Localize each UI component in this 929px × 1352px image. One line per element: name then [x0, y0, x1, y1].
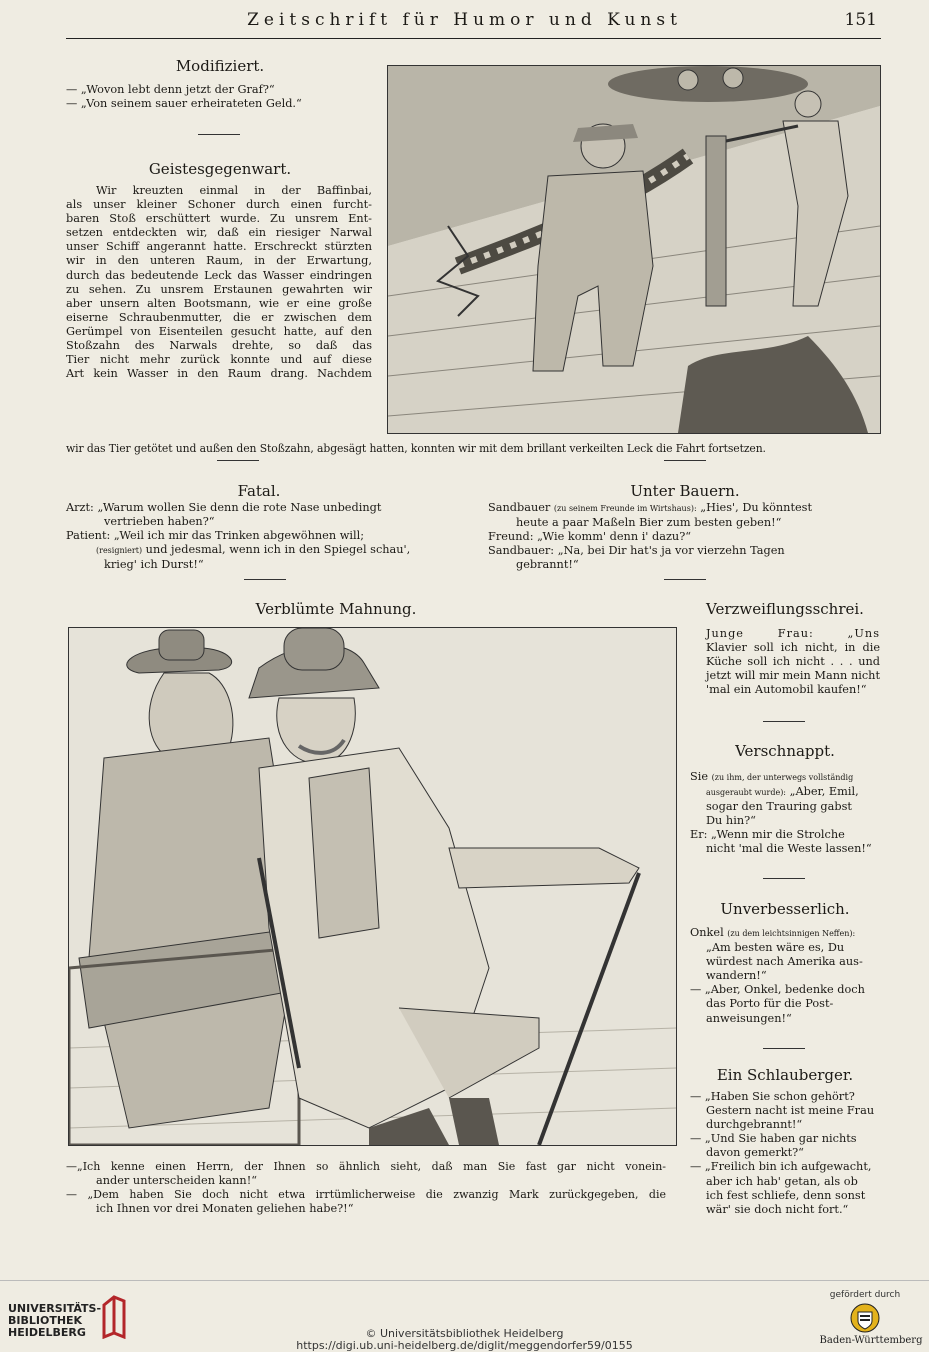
- verschnappt-text: [690, 770, 880, 857]
- section-title-verbluemte-mahnung: Verblümte Mahnung.: [255, 600, 417, 618]
- dialogue-text: gebrannt!“: [516, 558, 579, 572]
- state-name: Baden-Württemberg: [819, 1335, 923, 1346]
- modifiziert-line-2: — „Von seinem sauer erheirateten Geld.“: [66, 97, 302, 110]
- dialogue-text: heute a paar Maßeln Bier zum besten geben!“: [516, 516, 782, 530]
- section-title-verzweiflungsschrei: Verzweiflungsschrei.: [706, 600, 864, 618]
- header-rule: [66, 38, 881, 39]
- dialogue-text: krieg' ich Durst!“: [104, 558, 204, 572]
- section-title-verschnappt: Verschnappt.: [735, 742, 835, 760]
- separator: [217, 460, 259, 461]
- text-line: unser Schiff angerannt hatte. Erschreckt stürzten: [66, 240, 372, 254]
- unter-bauern-text: [488, 501, 884, 572]
- text-line: Wir kreuzten einmal in der Baffinbai,: [96, 184, 372, 197]
- separator: [763, 878, 805, 879]
- text-line: Stoßzahn des Narwals drehte, so daß das: [66, 339, 372, 353]
- text-line: aber unsern alten Bootsmann, wie er eine große: [66, 296, 372, 310]
- coat-of-arms-icon: [850, 1303, 880, 1333]
- text-line: setzen entdeckten wir, daß ein riesiger Narwal: [66, 226, 372, 240]
- text-line: — „Dem haben Sie doch nicht etwa irrtümlicherweise die zwanzig Mark zurückgegeben, die: [66, 1188, 666, 1202]
- stage-note: (resigniert): [96, 546, 143, 556]
- separator: [664, 460, 706, 461]
- fatal-text: [66, 501, 466, 572]
- speaker-label: Arzt:: [66, 501, 94, 514]
- text-line: Art kein Wasser in den Raum drang. Nachdem: [66, 367, 372, 381]
- text-line: ander unterscheiden kann!“: [96, 1174, 258, 1188]
- text-line: Gerümpel von Eisenteilen gesucht hatte, auf den: [66, 324, 372, 338]
- illustration-narwhal: [387, 65, 881, 434]
- illustration-two-gentlemen: [68, 627, 677, 1146]
- dialogue-text: Du hin?“: [706, 814, 756, 828]
- logo-line: HEIDELBERG: [8, 1326, 86, 1339]
- separator: [198, 134, 240, 135]
- geistesgegenwart-text: [66, 184, 372, 381]
- section-title-unverbesserlich: Unverbesserlich.: [720, 900, 850, 918]
- text-line: davon gemerkt?“: [706, 1146, 804, 1160]
- text-line: —„Ich kenne einen Herrn, der Ihnen so ähnlich sieht, daß man Sie fast gar nicht vonein-: [66, 1160, 666, 1173]
- separator: [763, 1048, 805, 1049]
- speaker-label: Patient:: [66, 529, 111, 543]
- journal-title: Zeitschrift für Humor und Kunst: [247, 10, 682, 30]
- section-title-geistesgegenwart: Geistesgegenwart.: [148, 160, 292, 178]
- text-line: ich Ihnen vor drei Monaten geliehen habe?!“: [96, 1202, 354, 1216]
- geistesgegenwart-last-line: wir das Tier getötet und außen den Stoßzahn, abgesägt hatten, konnten wir mit dem brillant verkeilten Leck die Fahrt fortsetzen.: [66, 442, 766, 455]
- dialogue-text: „Aber, Emil,: [789, 785, 859, 799]
- text-line: das Porto für die Post-: [706, 997, 834, 1011]
- schlauberger-text: [690, 1090, 880, 1217]
- text-line: eiserne Schraubenmutter, die er zwischen dem: [66, 310, 372, 324]
- text-line: durchgebrannt!“: [706, 1118, 803, 1132]
- section-title-schlauberger: Ein Schlauberger.: [716, 1066, 854, 1084]
- text-line: — „Haben Sie schon gehört?: [690, 1090, 855, 1103]
- text-line: Küche soll ich nicht . . . und: [706, 655, 880, 669]
- text-line: ich fest schliefe, denn sonst: [706, 1188, 866, 1202]
- text-line: wandern!“: [706, 969, 767, 983]
- text-line: zu sehen. Zu unsrem Erstaunen gewahrten wir: [66, 282, 372, 296]
- copyright-text: © Universitätsbibliothek Heidelberg: [365, 1327, 564, 1340]
- dialogue-text: „Hies', Du könntest: [700, 501, 813, 514]
- section-title-modifiziert: Modifiziert.: [175, 57, 265, 75]
- text-line: Klavier soll ich nicht, in die: [706, 641, 880, 655]
- section-title-fatal: Fatal.: [237, 482, 281, 500]
- text-line: wir in den unteren Raum, in der Erwartung,: [66, 254, 372, 268]
- stage-note: (zu seinem Freunde im Wirtshaus):: [553, 504, 697, 513]
- dialogue-text: „Warum wollen Sie denn die rote Nase unbedingt: [97, 501, 382, 514]
- text-line: durch das bedeutende Leck das Wasser eindringen: [66, 268, 372, 282]
- text-line: als unser kleiner Schoner durch einen furcht-: [66, 198, 372, 212]
- text-line: anweisungen!“: [706, 1011, 792, 1025]
- speaker-label: Sandbauer:: [488, 544, 555, 558]
- text-line: aber ich hab' getan, als ob: [706, 1174, 858, 1188]
- speaker-label: Freund:: [488, 530, 534, 544]
- logo-line: BIBLIOTHEK: [8, 1314, 83, 1327]
- funded-by-label: gefördert durch: [829, 1290, 901, 1300]
- footer-rule: [0, 1280, 929, 1281]
- text-line: wär' sie doch nicht fort.“: [706, 1202, 849, 1216]
- page-number: 151: [844, 10, 877, 30]
- text-line: Tier nicht mehr zurück konnte und auf diese: [66, 353, 372, 367]
- text-line: baren Stoß erschüttert wurde. Zu unsrem Ent-: [66, 212, 372, 226]
- dialogue-text: vertrieben haben?“: [104, 515, 215, 529]
- text-line: „Am besten wäre es, Du: [706, 941, 845, 955]
- permalink-url[interactable]: https://digi.ub.uni-heidelberg.de/diglit/meggendorfer59/0155: [296, 1339, 633, 1352]
- separator: [664, 579, 706, 580]
- section-title-unter-bauern: Unter Bauern.: [630, 482, 740, 500]
- verzweiflungsschrei-text: [706, 627, 880, 697]
- text-line: 'mal ein Automobil kaufen!“: [706, 683, 867, 697]
- text-line: — „Und Sie haben gar nichts: [690, 1132, 857, 1146]
- dialogue-text: nicht 'mal die Weste lassen!“: [706, 842, 872, 856]
- stage-note: (zu dem leichtsinnigen Neffen):: [727, 929, 856, 938]
- text-line: — „Freilich bin ich aufgewacht,: [690, 1160, 872, 1174]
- dialogue-text: „Wenn mir die Strolche: [711, 828, 845, 842]
- text-line: Gestern nacht ist meine Frau: [706, 1104, 875, 1118]
- speaker-label: Sandbauer: [488, 501, 551, 514]
- separator: [763, 721, 805, 722]
- separator: [244, 579, 286, 580]
- stage-note: (zu ihm, der unterwegs vollständig: [711, 773, 854, 782]
- unverbesserlich-text: [690, 926, 880, 1026]
- text-line: jetzt will mir mein Mann nicht: [706, 669, 880, 683]
- text-line: — „Aber, Onkel, bedenke doch: [690, 983, 865, 997]
- verbluemte-mahnung-text: [66, 1160, 666, 1216]
- stage-note: ausgeraubt wurde):: [706, 788, 787, 798]
- dialogue-text: und jedesmal, wenn ich in den Spiegel schau',: [145, 543, 411, 557]
- dialogue-text: „Wie komm' denn i' dazu?“: [537, 530, 692, 544]
- modifiziert-line-1: — „Wovon lebt denn jetzt der Graf?“: [66, 83, 275, 96]
- speaker-label: Er:: [690, 828, 708, 842]
- dialogue-text: „Na, bei Dir hat's ja vor vierzehn Tagen: [557, 544, 785, 558]
- dialogue-text: sogar den Trauring gabst: [706, 800, 852, 814]
- logo-line: UNIVERSITÄTS-: [8, 1302, 102, 1315]
- dialogue-text: „Weil ich mir das Trinken abgewöhnen will;: [113, 529, 365, 543]
- text-line: Junge Frau: „Uns: [706, 627, 880, 640]
- text-line: würdest nach Amerika aus-: [706, 955, 863, 969]
- speaker-label: Onkel: [690, 926, 724, 939]
- speaker-label: Sie: [690, 770, 709, 783]
